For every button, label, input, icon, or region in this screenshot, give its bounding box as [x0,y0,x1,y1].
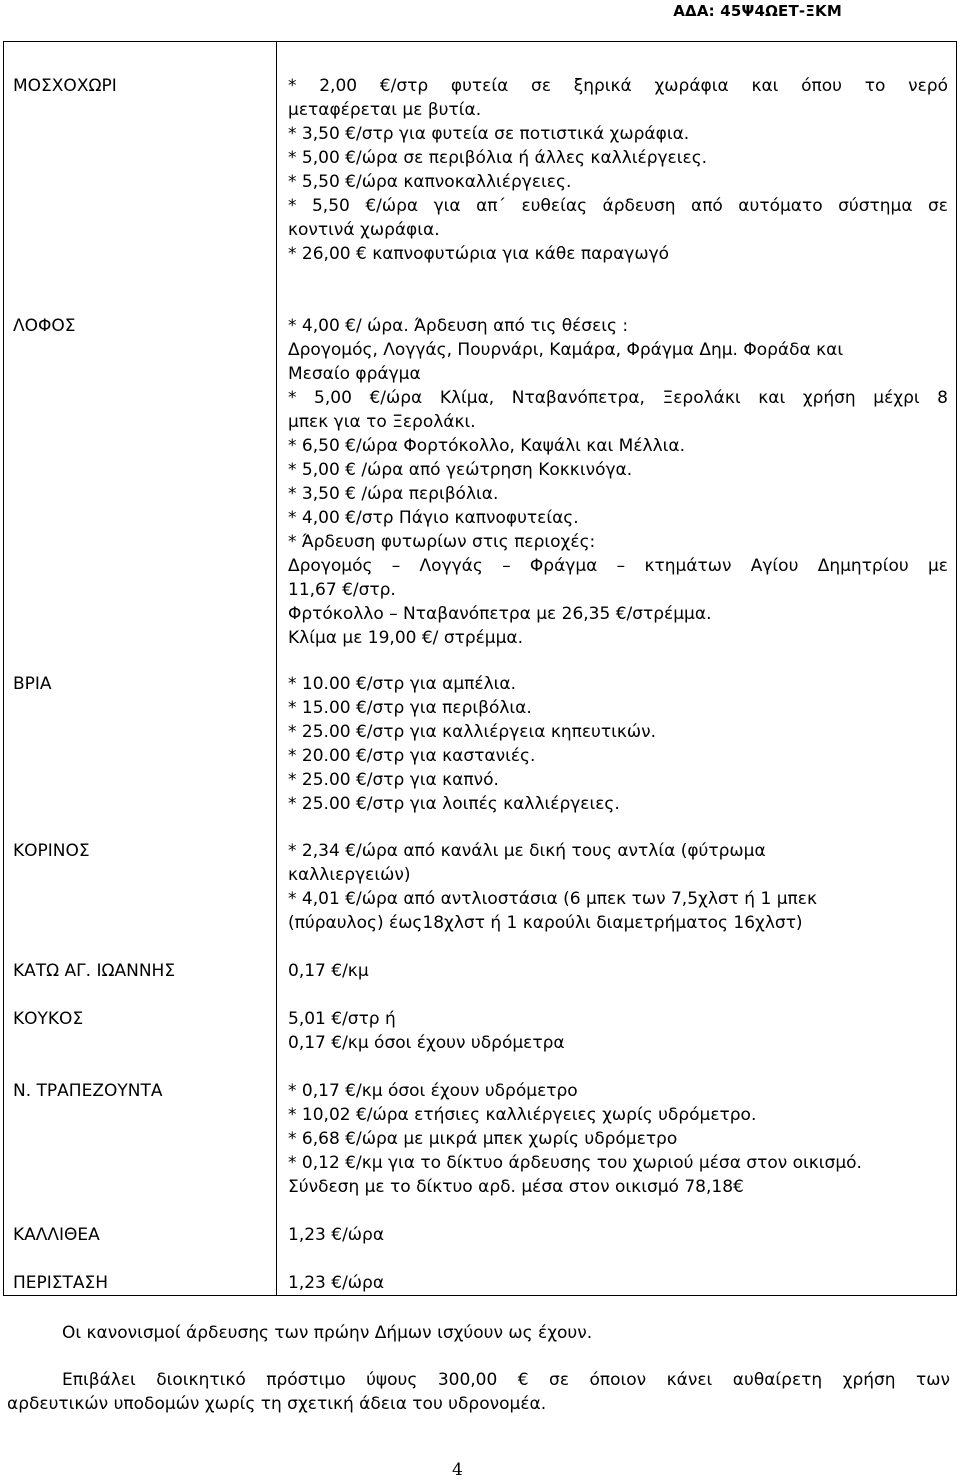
fee-line: 0,17 €/κμ [288,961,369,981]
document-ada-code: ΑΔΑ: 45Ψ4ΩΕΤ-ΞΚΜ [673,2,842,20]
place-name: ΚΑΛΛΙΘΕΑ [13,1225,100,1245]
footer-note: Οι κανονισμοί άρδευσης των πρώην Δήμων ισχύουν ως έχουν. [62,1323,593,1343]
place-name: ΠΕΡΙΣΤΑΣΗ [13,1273,109,1293]
fee-description [288,1007,948,1055]
irrigation-fees-table [3,41,957,1296]
fee-line: μπεκ για το Ξερολάκι. [288,412,476,432]
fee-line: * 6,50 €/ώρα Φορτόκολλο, Καψάλι και Μέλλια. [288,436,686,456]
place-name: ΒΡΙΑ [13,674,52,694]
fee-line: 1,23 €/ώρα [288,1273,385,1293]
fee-line: * 3,50 € /ώρα περιβόλια. [288,484,499,504]
fee-line: * 25.00 €/στρ για λοιπές καλλιέργειες. [288,794,620,814]
fee-description [288,959,948,983]
fee-line: * 5,50 €/ώρα για απ΄ ευθείας άρδευση από αυτόματο σύστημα σε [288,196,948,216]
fee-line: 5,01 €/στρ ή [288,1009,396,1029]
fee-line: * 15.00 €/στρ για περιβόλια. [288,698,532,718]
fee-line: Δρογομός – Λογγάς – Φράγμα – κτημάτων Αγίου Δημητρίου με [288,556,948,576]
page-number: 4 [452,1460,463,1480]
fee-line: * 10.00 €/στρ για αμπέλια. [288,674,517,694]
fee-line: καλλιεργειών) [288,865,411,885]
place-name: ΚΟΡΙΝΟΣ [13,841,90,861]
fee-description [288,1079,948,1199]
fee-line: * 25.00 €/στρ για καλλιέργεια κηπευτικών. [288,722,657,742]
fee-line: Μεσαίο φράγμα [288,364,421,384]
fee-line: * 5,00 € /ώρα από γεώτρηση Κοκκινόγα. [288,460,633,480]
place-name: ΚΟΥΚΟΣ [13,1009,84,1029]
fee-description [288,1271,948,1295]
fee-line: 1,23 €/ώρα [288,1225,385,1245]
fine-paragraph [7,1368,950,1416]
fee-line: (πύραυλος) έως18χλστ ή 1 καρούλι διαμετρήματος 16χλστ) [288,913,803,933]
fee-line: * 4,00 €/ ώρα. Άρδευση από τις θέσεις : [288,316,629,336]
fee-line: Κλίμα με 19,00 €/ στρέμμα. [288,628,524,648]
place-name: ΛΟΦΟΣ [13,316,76,336]
fee-line: Φρτόκολλο – Νταβανόπετρα με 26,35 €/στρέμμα. [288,604,712,624]
fee-line: * 26,00 € καπνοφυτώρια για κάθε παραγωγό [288,244,670,264]
fee-line: Σύνδεση με το δίκτυο αρδ. μέσα στον οικισμό 78,18€ [288,1177,744,1197]
fee-line: * 25.00 €/στρ για καπνό. [288,770,499,790]
fee-line: * 3,50 €/στρ για φυτεία σε ποτιστικά χωράφια. [288,124,690,144]
place-name: ΚΑΤΩ ΑΓ. ΙΩΑΝΝΗΣ [13,961,176,981]
fee-line: * 2,34 €/ώρα από κανάλι με δική τους αντλία (φύτρωμα [288,841,766,861]
fee-description [288,839,948,935]
fee-description [288,1223,948,1247]
place-name: Ν. ΤΡΑΠΕΖΟΥΝΤΑ [13,1081,163,1101]
place-name: ΜΟΣΧΟΧΩΡΙ [13,76,117,96]
fine-paragraph-line: αρδευτικών υποδομών χωρίς τη σχετική άδεια του υδρονομέα. [7,1394,547,1414]
fee-line: * 4,01 €/ώρα από αντλιοστάσια (6 μπεκ των 7,5χλστ ή 1 μπεκ [288,889,817,909]
fee-line: * 5,00 €/ώρα Κλίμα, Νταβανόπετρα, Ξερολάκι και χρήση μέχρι 8 [288,388,948,408]
fee-line: Δρογομός, Λογγάς, Πουρνάρι, Καμάρα, Φράγμα Δημ. Φοράδα και [288,340,844,360]
fee-description [288,74,948,266]
fee-description [288,672,948,816]
fee-line: 11,67 €/στρ. [288,580,396,600]
fee-line: * 5,50 €/ώρα καπνοκαλλιέργειες. [288,172,572,192]
fee-line: * 6,68 €/ώρα με μικρά μπεκ χωρίς υδρόμετρο [288,1129,678,1149]
fee-line: * 20.00 €/στρ για καστανιές. [288,746,536,766]
fee-line: 0,17 €/κμ όσοι έχουν υδρόμετρα [288,1033,565,1053]
fee-line: * 4,00 €/στρ Πάγιο καπνοφυτείας. [288,508,579,528]
fee-description [288,314,948,650]
fee-line: κοντινά χωράφια. [288,220,440,240]
fee-line: * 0,12 €/κμ για το δίκτυο άρδευσης του χωριού μέσα στον οικισμό. [288,1153,862,1173]
fee-line: * 10,02 €/ώρα ετήσιες καλλιέργειες χωρίς υδρόμετρο. [288,1105,757,1125]
fee-line: * 0,17 €/κμ όσοι έχουν υδρόμετρο [288,1081,578,1101]
fee-line: * Άρδευση φυτωρίων στις περιοχές: [288,532,596,552]
fee-line: * 2,00 €/στρ φυτεία σε ξηρικά χωράφια και όπου το νερό [288,76,948,96]
fee-line: * 5,00 €/ώρα σε περιβόλια ή άλλες καλλιέργειες. [288,148,708,168]
column-divider [276,42,277,1295]
fine-paragraph-line: Επιβάλει διοικητικό πρόστιμο ύψους 300,00 € σε όποιον κάνει αυθαίρετη χρήση των [62,1370,950,1390]
fee-line: μεταφέρεται με βυτία. [288,100,482,120]
